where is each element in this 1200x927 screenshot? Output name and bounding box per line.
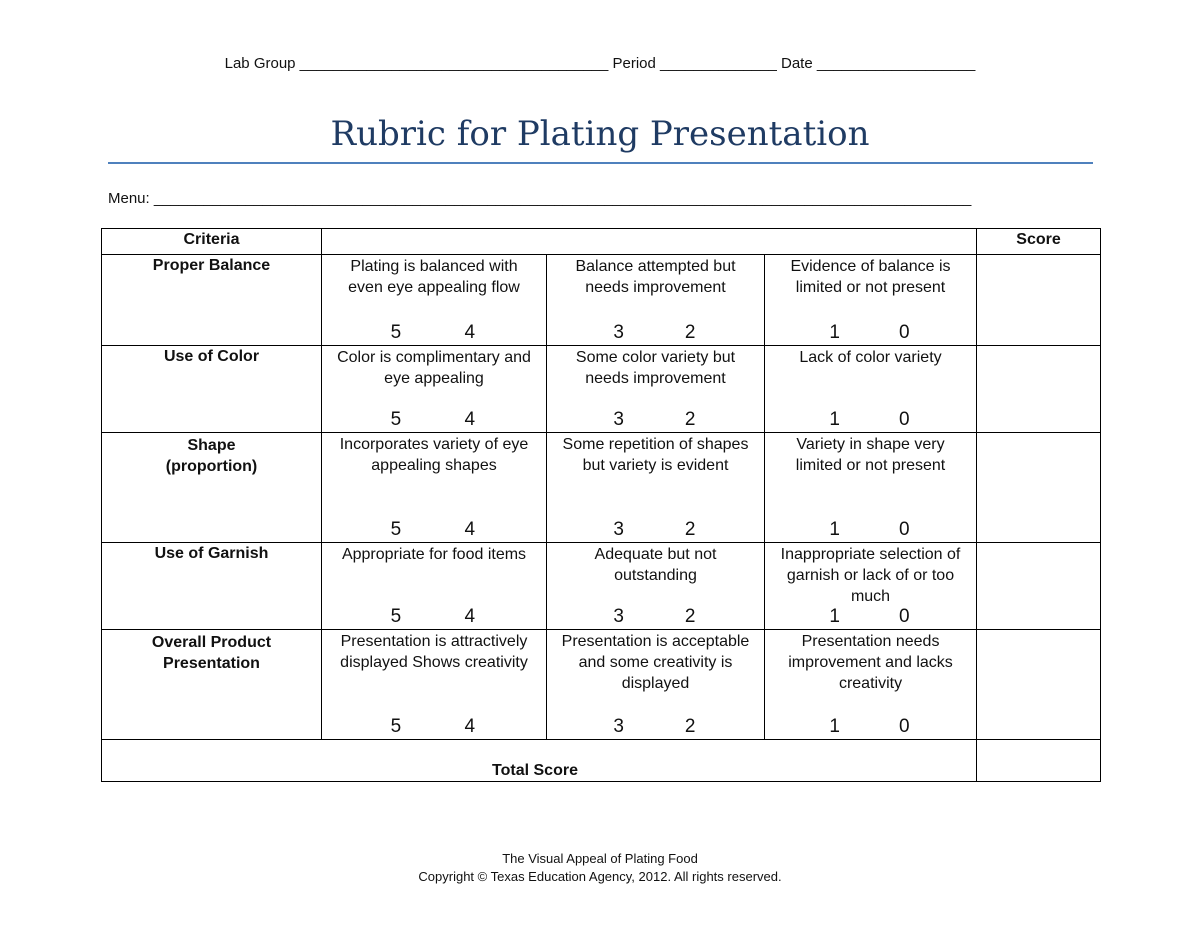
score-high: 1 xyxy=(829,409,840,430)
score-cell xyxy=(977,346,1101,433)
level-description: Balance attempted but needs improvement xyxy=(575,258,736,296)
score-cell xyxy=(977,543,1101,630)
level-cell xyxy=(765,433,977,543)
level-cell xyxy=(547,255,765,346)
score-high: 3 xyxy=(613,322,624,343)
level-description: Some repetition of shapes but variety is evident xyxy=(562,436,749,474)
score-options xyxy=(547,321,764,345)
level-description: Presentation is acceptable and some creativity is displayed xyxy=(561,633,750,692)
score-low: 2 xyxy=(684,322,696,343)
score-low: 0 xyxy=(898,606,910,627)
footer-title: The Visual Appeal of Plating Food xyxy=(502,851,698,866)
score-high: 3 xyxy=(613,409,624,430)
score-options xyxy=(765,605,976,629)
level-description: Appropriate for food items xyxy=(341,546,527,563)
score-low: 0 xyxy=(898,519,910,540)
score-low: 4 xyxy=(464,322,476,343)
criterion-label: Use of Garnish xyxy=(102,543,322,630)
rubric-row-overall-presentation xyxy=(102,630,1101,740)
score-low: 2 xyxy=(684,409,696,430)
level-cell xyxy=(547,433,765,543)
table-header-row xyxy=(102,229,1101,255)
level-cell xyxy=(765,630,977,740)
title-divider xyxy=(108,162,1093,164)
footer xyxy=(0,850,1200,886)
score-low: 0 xyxy=(898,409,910,430)
total-score-label: Total Score xyxy=(102,740,977,782)
level-cell xyxy=(547,630,765,740)
rubric-row-shape xyxy=(102,433,1101,543)
criterion-label: Use of Color xyxy=(102,346,322,433)
score-high: 3 xyxy=(613,519,624,540)
score-options xyxy=(322,605,546,629)
level-cell xyxy=(322,630,547,740)
score-high: 3 xyxy=(613,606,624,627)
score-high: 1 xyxy=(829,606,840,627)
rubric-table xyxy=(101,228,1101,782)
score-options xyxy=(765,715,976,739)
score-options xyxy=(765,518,976,542)
score-options xyxy=(547,408,764,432)
rubric-row-proper-balance xyxy=(102,255,1101,346)
level-description: Color is complimentary and eye appealing xyxy=(337,349,531,387)
level-cell xyxy=(547,543,765,630)
score-header: Score xyxy=(977,229,1101,255)
total-score-cell xyxy=(977,740,1101,782)
score-options xyxy=(322,518,546,542)
rubric-row-use-of-garnish xyxy=(102,543,1101,630)
criterion-label: Proper Balance xyxy=(102,255,322,346)
level-description: Variety in shape very limited or not present xyxy=(795,436,946,474)
score-cell xyxy=(977,255,1101,346)
score-high: 3 xyxy=(613,716,624,737)
footer-copyright: Copyright © Texas Education Agency, 2012. All rights reserved. xyxy=(418,869,782,884)
level-description: Adequate but not outstanding xyxy=(594,546,717,584)
menu-field-line: Menu: __________________________________________________________________________________________________ xyxy=(108,190,972,207)
levels-header-blank xyxy=(322,229,977,255)
level-description: Plating is balanced with even eye appealing flow xyxy=(348,258,520,296)
score-high: 5 xyxy=(390,322,402,343)
score-low: 0 xyxy=(898,716,910,737)
score-options xyxy=(322,408,546,432)
level-cell xyxy=(547,346,765,433)
score-high: 1 xyxy=(829,519,840,540)
score-high: 5 xyxy=(390,409,402,430)
level-cell xyxy=(765,255,977,346)
score-cell xyxy=(977,433,1101,543)
criterion-label: Overall Product Presentation xyxy=(102,630,322,740)
level-description: Lack of color variety xyxy=(799,349,942,366)
level-description: Inappropriate selection of garnish or lack of or too much xyxy=(780,546,961,605)
score-low: 4 xyxy=(464,606,476,627)
level-cell xyxy=(765,543,977,630)
page-title: Rubric for Plating Presentation xyxy=(330,114,870,154)
score-low: 2 xyxy=(684,519,696,540)
score-options xyxy=(547,715,764,739)
level-cell xyxy=(765,346,977,433)
score-high: 5 xyxy=(390,606,402,627)
level-cell xyxy=(322,255,547,346)
level-description: Presentation needs improvement and lacks creativity xyxy=(788,633,953,692)
score-low: 2 xyxy=(684,606,696,627)
score-low: 4 xyxy=(464,409,476,430)
level-cell xyxy=(322,433,547,543)
score-low: 0 xyxy=(898,322,910,343)
score-low: 4 xyxy=(464,519,476,540)
rubric-row-use-of-color xyxy=(102,346,1101,433)
score-options xyxy=(765,321,976,345)
level-cell xyxy=(322,346,547,433)
header-fields-line: Lab Group _____________________________________ Period ______________ Date ___________________ xyxy=(224,55,976,72)
level-description: Incorporates variety of eye appealing shapes xyxy=(339,436,529,474)
score-options xyxy=(765,408,976,432)
criteria-header: Criteria xyxy=(102,229,322,255)
score-low: 4 xyxy=(464,716,476,737)
score-options xyxy=(547,605,764,629)
score-high: 1 xyxy=(829,322,840,343)
level-description: Presentation is attractively displayed Shows creativity xyxy=(340,633,528,671)
score-high: 5 xyxy=(390,519,402,540)
criterion-label: Shape (proportion) xyxy=(102,433,322,543)
score-high: 5 xyxy=(390,716,402,737)
score-options xyxy=(322,321,546,345)
level-cell xyxy=(322,543,547,630)
score-high: 1 xyxy=(829,716,840,737)
score-cell xyxy=(977,630,1101,740)
score-options xyxy=(322,715,546,739)
level-description: Evidence of balance is limited or not present xyxy=(790,258,951,296)
level-description: Some color variety but needs improvement xyxy=(575,349,736,387)
score-options xyxy=(547,518,764,542)
total-row xyxy=(102,740,1101,782)
score-low: 2 xyxy=(684,716,696,737)
